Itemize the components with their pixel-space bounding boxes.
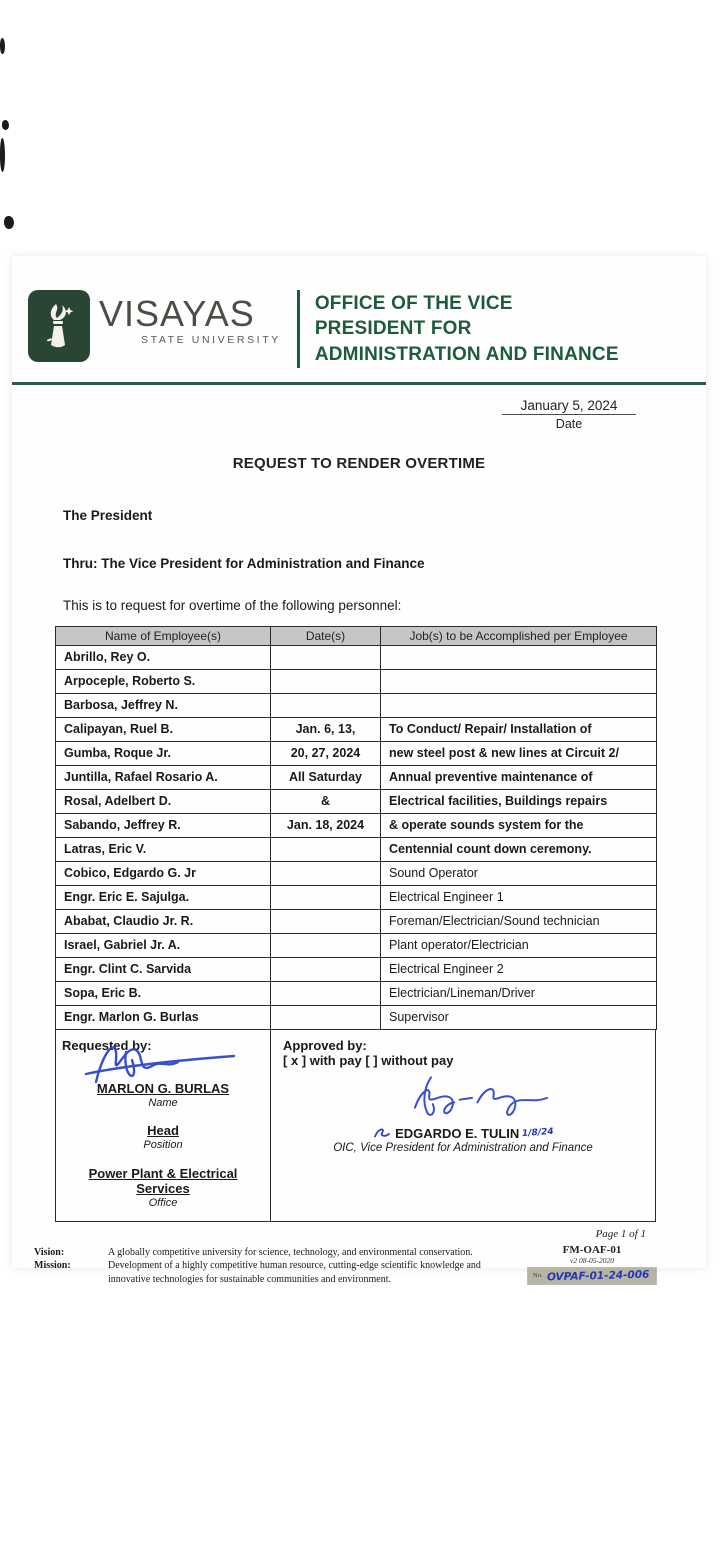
date-cell: & [271, 789, 381, 813]
requester-name: MARLON G. BURLAS [96, 1080, 230, 1096]
approver-title: OIC, Vice President for Administration and Finance [333, 1141, 593, 1154]
job-cell: Annual preventive maintenance of [381, 765, 657, 789]
col-header-jobs: Job(s) to be Accomplished per Employee [381, 626, 657, 645]
addressee-line: The President [63, 507, 153, 523]
letterhead-rule [12, 382, 706, 385]
employee-name-cell: Cobico, Edgardo G. Jr [56, 861, 271, 885]
employee-name-cell: Engr. Eric E. Sajulga. [56, 885, 271, 909]
signoff-box [55, 1030, 656, 1222]
employee-name-cell: Israel, Gabriel Jr. A. [56, 933, 271, 957]
job-cell: Plant operator/Electrician [381, 933, 657, 957]
table-row [56, 837, 657, 861]
table-row [56, 789, 657, 813]
col-header-employee-name: Name of Employee(s) [56, 626, 271, 645]
employee-name-cell: Engr. Marlon G. Burlas [56, 1005, 271, 1029]
job-cell: Electrician/Lineman/Driver [381, 981, 657, 1005]
job-cell: Centennial count down ceremony. [381, 837, 657, 861]
document-page [12, 256, 706, 1285]
overtime-table [55, 626, 657, 1030]
job-cell: Supervisor [381, 1005, 657, 1029]
scan-artifact [0, 138, 5, 172]
page-number: Page 1 of 1 [595, 1227, 646, 1240]
table-row [56, 861, 657, 885]
employee-name-cell: Ababat, Claudio Jr. R. [56, 909, 271, 933]
job-cell [381, 645, 657, 669]
intro-line: This is to request for overtime of the following personnel: [63, 597, 402, 613]
table-row [56, 981, 657, 1005]
date-cell [271, 693, 381, 717]
requested-by-section [56, 1030, 271, 1221]
employee-name-cell: Sopa, Eric B. [56, 981, 271, 1005]
form-number-label: No. [533, 1272, 543, 1279]
job-cell: Sound Operator [381, 861, 657, 885]
table-body [56, 645, 657, 1029]
job-cell: Foreman/Electrician/Sound technician [381, 909, 657, 933]
date-cell [271, 981, 381, 1005]
scan-artifact [4, 216, 14, 229]
job-cell: Electrical Engineer 1 [381, 885, 657, 909]
letterhead [12, 256, 706, 368]
requester-office: Power Plant & Electrical Services [88, 1165, 238, 1196]
office-title: OFFICE OF THE VICE PRESIDENT FOR ADMINISTRATION AND FINANCE [314, 293, 619, 365]
employee-name-cell: Abrillo, Rey O. [56, 645, 271, 669]
employee-name-cell: Latras, Eric V. [56, 837, 271, 861]
date-cell [271, 645, 381, 669]
letterhead-divider [297, 290, 300, 368]
form-version: v2 08-05-2020 [570, 1255, 614, 1265]
position-caption: Position [143, 1138, 183, 1151]
date-value: January 5, 2024 [502, 398, 636, 415]
table-row [56, 741, 657, 765]
vision-mission-labels [34, 1246, 108, 1287]
date-cell [271, 957, 381, 981]
pay-option-line: [ x ] with pay [ ] without pay [283, 1052, 454, 1068]
table-row [56, 645, 657, 669]
table-row [56, 669, 657, 693]
document-title: REQUEST TO RENDER OVERTIME [232, 454, 486, 472]
approver-signature [393, 1072, 603, 1122]
table-row [56, 765, 657, 789]
office-caption: Office [148, 1196, 178, 1209]
form-code-block [528, 1244, 656, 1284]
mission-label: Mission: [34, 1260, 71, 1271]
university-name: VISAYAS [99, 293, 255, 334]
university-wordmark [99, 293, 281, 346]
date-cell: 20, 27, 2024 [271, 741, 381, 765]
date-cell [271, 837, 381, 861]
employee-name-cell: Sabando, Jeffrey R. [56, 813, 271, 837]
date-cell [271, 861, 381, 885]
job-cell: new steel post & new lines at Circuit 2/ [381, 741, 657, 765]
table-row [56, 813, 657, 837]
date-cell: Jan. 18, 2024 [271, 813, 381, 837]
vision-text: A globally competitive university for science, technology, and environmental conservation. [108, 1246, 473, 1258]
date-cell: All Saturday [271, 765, 381, 789]
university-logo [28, 290, 90, 362]
handwritten-approval-date: 1/8/24 [521, 1126, 555, 1140]
approved-by-label: Approved by: [283, 1037, 367, 1053]
approved-by-section [271, 1030, 655, 1221]
date-block [12, 398, 706, 431]
employee-name-cell: Engr. Clint C. Sarvida [56, 957, 271, 981]
date-cell [271, 909, 381, 933]
form-code: FM-OAF-01 [562, 1243, 622, 1256]
vision-label: Vision: [34, 1246, 65, 1258]
job-cell: To Conduct/ Repair/ Installation of [381, 717, 657, 741]
approver-name: EDGARDO E. TULIN [395, 1125, 520, 1141]
employee-name-cell: Calipayan, Ruel B. [56, 717, 271, 741]
date-cell [271, 933, 381, 957]
employee-name-cell: Rosal, Adelbert D. [56, 789, 271, 813]
job-cell: Electrical Engineer 2 [381, 957, 657, 981]
scan-artifact [2, 120, 9, 130]
vision-mission-text [108, 1246, 496, 1287]
name-caption: Name [148, 1096, 178, 1109]
approver-initial-mark [372, 1126, 392, 1140]
employee-name-cell: Arpoceple, Roberto S. [56, 669, 271, 693]
date-label: Date [555, 416, 583, 431]
table-header-row [56, 626, 657, 645]
scan-artifact [0, 38, 5, 54]
date-cell [271, 1005, 381, 1029]
job-cell: Electrical facilities, Buildings repairs [381, 789, 657, 813]
job-cell [381, 669, 657, 693]
table-row [56, 693, 657, 717]
table-row [56, 957, 657, 981]
table-row [56, 885, 657, 909]
job-cell [381, 693, 657, 717]
form-number-box [528, 1268, 656, 1284]
approver-name-line [283, 1126, 643, 1141]
employee-name-cell: Juntilla, Rafael Rosario A. [56, 765, 271, 789]
col-header-dates: Date(s) [271, 626, 381, 645]
employee-name-cell: Barbosa, Jeffrey N. [56, 693, 271, 717]
requested-by-label: Requested by: [62, 1037, 152, 1053]
torch-icon [39, 301, 79, 351]
requester-position: Head [147, 1122, 179, 1138]
mission-text: Development of a highly competitive human resource, cutting-edge scientific knowledge and innovative technologies for sustainable communities and environment. [108, 1260, 481, 1285]
university-subname: STATE UNIVERSITY [141, 334, 281, 346]
date-cell [271, 669, 381, 693]
job-cell: & operate sounds system for the [381, 813, 657, 837]
page-footer [12, 1227, 706, 1302]
date-cell [271, 885, 381, 909]
thru-line: Thru: The Vice President for Administration and Finance [63, 555, 425, 571]
table-row [56, 933, 657, 957]
handwritten-form-number: OVPAF-01-24-006 [546, 1268, 650, 1283]
table-row [56, 1005, 657, 1029]
table-row [56, 909, 657, 933]
table-row [56, 717, 657, 741]
date-cell: Jan. 6, 13, [271, 717, 381, 741]
employee-name-cell: Gumba, Roque Jr. [56, 741, 271, 765]
